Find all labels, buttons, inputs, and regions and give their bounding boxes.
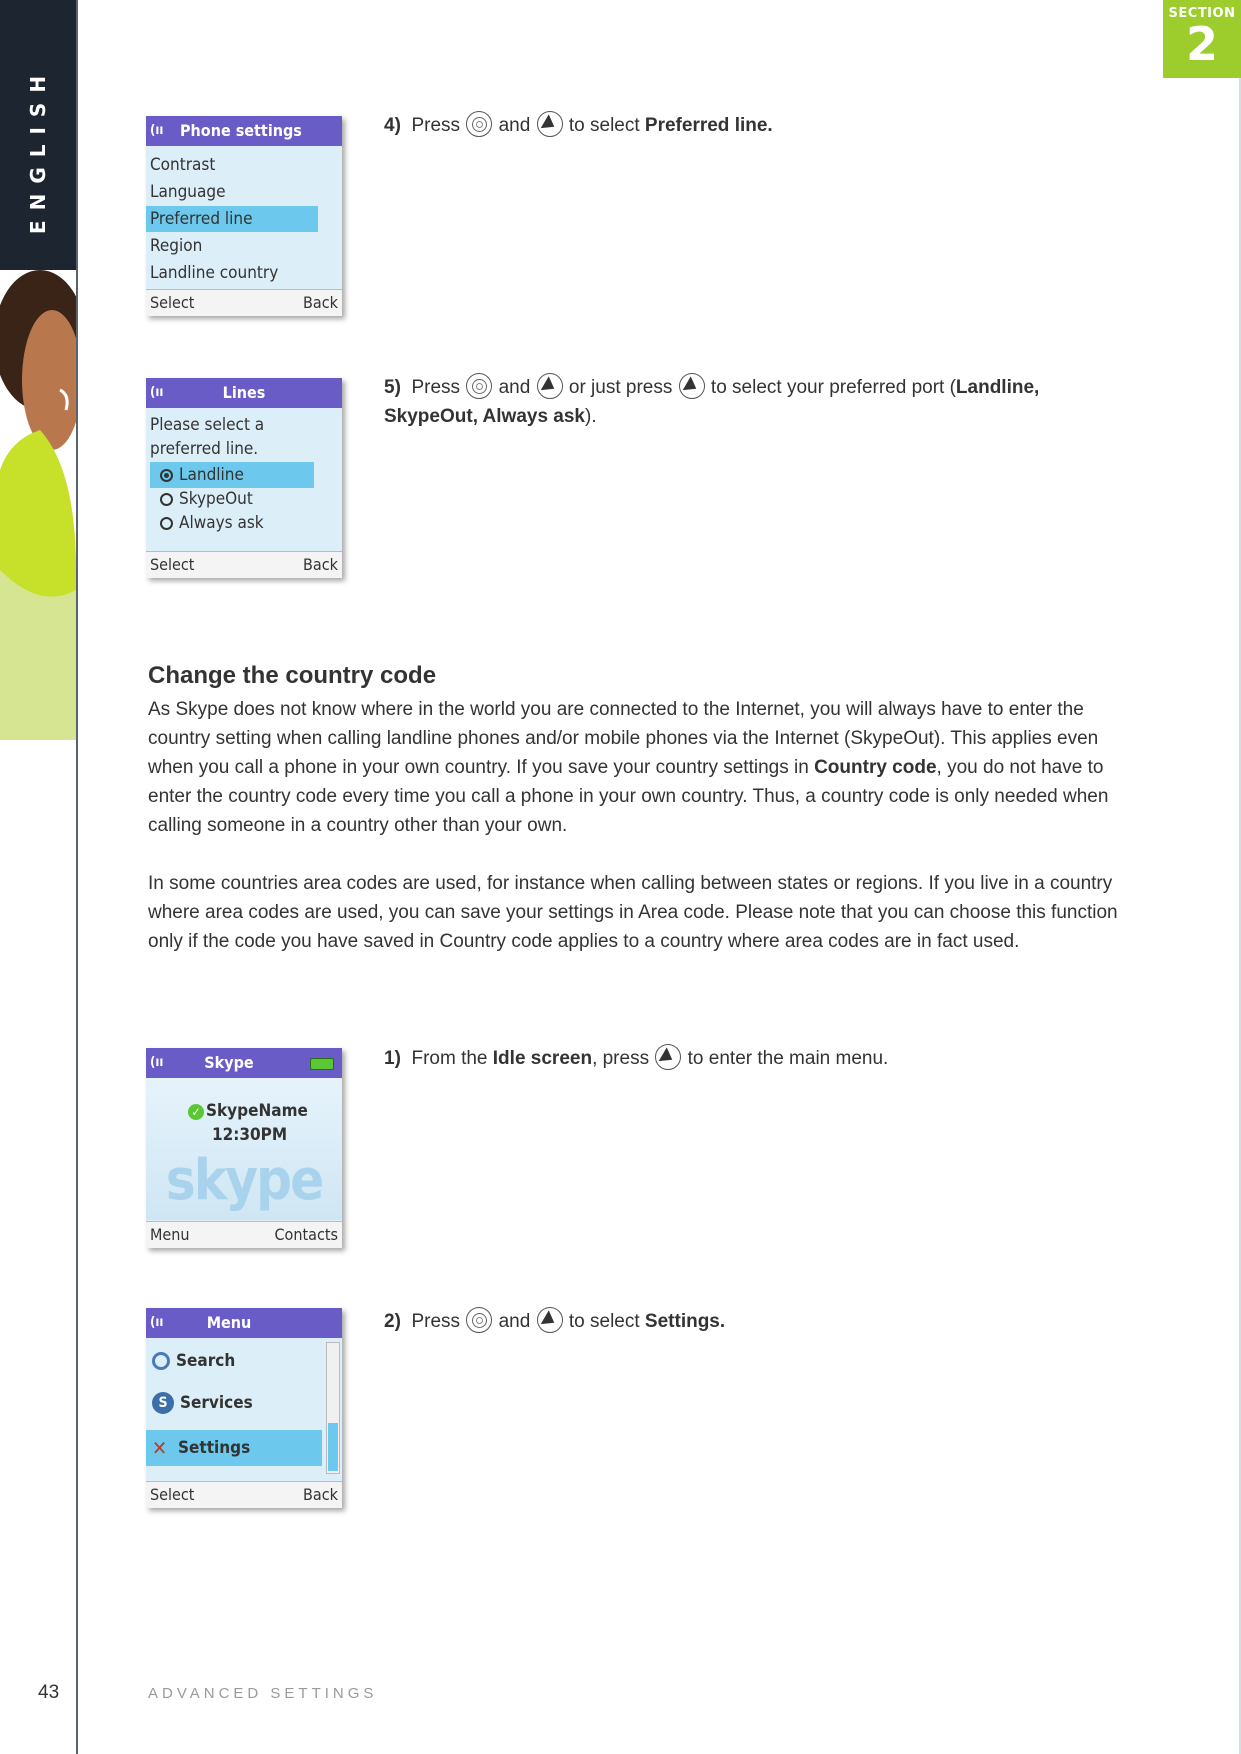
screen-title: Skype [204, 1053, 254, 1072]
soft-key-right: Back [303, 293, 338, 312]
page-number: 43 [38, 1682, 60, 1703]
option-row: Always ask [160, 510, 264, 536]
lines-screenshot [146, 378, 342, 578]
skype-services-icon: S [152, 1392, 174, 1414]
battery-icon [310, 1058, 334, 1070]
step-5: 5) Press and or just press to select your preferred port (Landline, SkypeOut, Always ask). [384, 373, 1104, 431]
menu-screenshot [146, 1308, 342, 1508]
menu-row: Contrast [150, 155, 216, 175]
search-icon [152, 1352, 170, 1370]
skype-watermark: skype [165, 1148, 323, 1213]
step-1: 1) From the Idle screen, press to enter the main menu. [384, 1044, 888, 1073]
screen-title: Menu [206, 1313, 252, 1332]
paragraph-1: As Skype does not know where in the world you are connected to the Internet, you will always have to enter the country setting when calling landline phones and/or mobile phones via the Internet (SkypeOut). This applies even when you call a phone in your own country. If you save your country settings in Country code, you do not have to enter the country code every time you call a phone in your own country. Thus, a country code is only needed when calling someone in a country other than your own. [148, 699, 1109, 836]
screen-title: Phone settings [180, 121, 302, 140]
ok-key-icon [537, 111, 563, 137]
radio-icon [160, 493, 173, 506]
section-number: 2 [1185, 17, 1218, 71]
screen-title: Lines [222, 383, 266, 402]
woman-photo [0, 270, 76, 740]
step-2: 2) Press and to select Settings. [384, 1307, 725, 1336]
soft-key-left: Select [150, 1485, 195, 1504]
online-check-icon: ✓ [188, 1104, 204, 1120]
nav-key-icon [466, 373, 492, 399]
signal-icon: (ıı [150, 385, 164, 400]
paragraph-2: In some countries area codes are used, for instance when calling between states or regions. If you live in a country where area codes are used, you can save your settings in Area code. Please note that you can choose this function only if the code you have saved in Country code applies to a country where area codes are in fact used. [148, 873, 1118, 952]
screen-title-bar [146, 1308, 342, 1338]
section-heading: Change the country code [148, 662, 437, 689]
screen-title-bar [146, 116, 342, 146]
screen-title-bar [146, 378, 342, 408]
settings-tools-icon: ✕ [152, 1436, 168, 1460]
soft-key-right: Contacts [274, 1225, 338, 1244]
screen-title-bar [146, 1048, 342, 1078]
ok-key-icon [679, 373, 705, 399]
signal-icon: (ıı [150, 123, 164, 138]
soft-key-right: Back [303, 1485, 338, 1504]
phone-settings-screenshot [146, 116, 342, 316]
soft-key-left: Menu [150, 1225, 190, 1244]
language-label: ENGLISH [26, 65, 50, 235]
clock: 12:30PM [212, 1125, 288, 1145]
section-label: SECTION [1168, 6, 1236, 21]
menu-row: Region [150, 236, 203, 256]
prompt-line: preferred line. [150, 439, 259, 459]
ok-key-icon [655, 1044, 681, 1070]
scrollbar-thumb [328, 1423, 338, 1471]
idle-screen-screenshot [146, 1048, 342, 1248]
menu-row: Landline country [150, 263, 279, 283]
prompt-line: Please select a [150, 415, 265, 435]
scrollbar [326, 1342, 340, 1474]
sidebar-rule [76, 0, 78, 1754]
menu-item: S Services [152, 1390, 253, 1416]
chapter-title: ADVANCED SETTINGS [148, 1685, 378, 1702]
radio-selected-icon [160, 469, 173, 482]
nav-key-icon [466, 111, 492, 137]
section-tab [1163, 0, 1241, 78]
step-4: 4) Press and to select Preferred line. [384, 111, 773, 140]
option-row-selected: Landline [150, 462, 314, 488]
soft-key-left: Select [150, 293, 195, 312]
option-row: SkypeOut [160, 486, 253, 512]
signal-icon: (ıı [150, 1315, 164, 1330]
status-line: ✓ SkypeName [188, 1098, 308, 1124]
menu-row-selected: Preferred line [146, 206, 318, 232]
nav-key-icon [466, 1307, 492, 1333]
soft-key-right: Back [303, 555, 338, 574]
menu-item: Search [152, 1348, 235, 1374]
ok-key-icon [537, 1307, 563, 1333]
ok-key-icon [537, 373, 563, 399]
signal-icon: (ıı [150, 1055, 164, 1070]
soft-key-left: Select [150, 555, 195, 574]
menu-item-selected: ✕ Settings [146, 1430, 322, 1466]
radio-icon [160, 517, 173, 530]
menu-row: Language [150, 182, 226, 202]
